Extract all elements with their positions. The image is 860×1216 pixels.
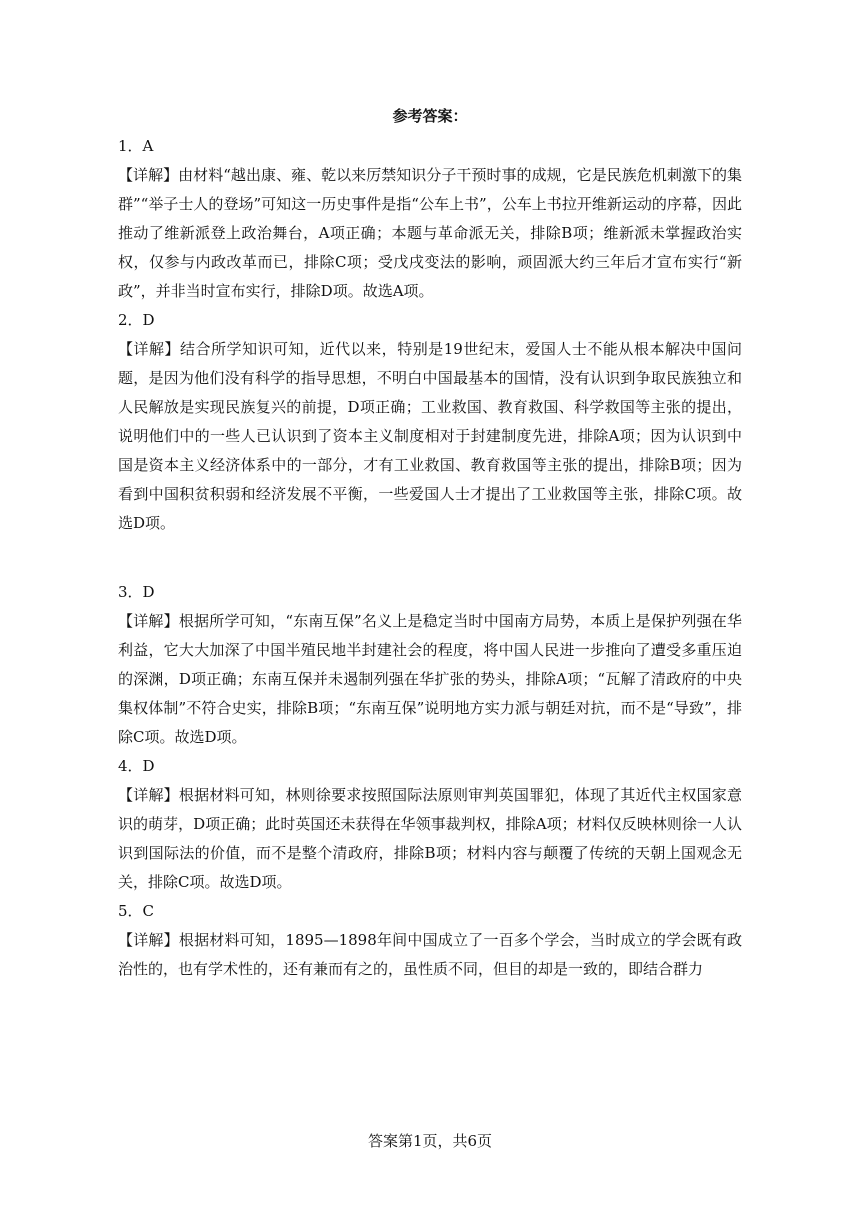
answer-item-3 (118, 578, 742, 752)
answer-number: 3．D (118, 583, 155, 601)
answer-item-5 (118, 897, 742, 984)
spacer (118, 538, 742, 578)
answer-detail: 【详解】根据材料可知，1895—1898年间中国成立了一百多个学会，当时成立的学会既有政治性的，也有学术性的，还有兼而有之的，虽性质不同，但目的却是一致的，即结合群力 (118, 931, 742, 978)
answer-number: 5．C (118, 902, 155, 920)
answer-detail: 【详解】结合所学知识可知，近代以来，特别是19世纪末，爱国人士不能从根本解决中国问题，是因为他们没有科学的指导思想，不明白中国最基本的国情，没有认识到争取民族独立和人民解放是实现民族复兴的前提，D项正确；工业救国、教育救国、科学救国等主张的提出，说明他们中的一些人已认识到了资本主义制度相对于封建制度先进，排除A项；因为认识到中国是资本主义经济体系中的一部分，才有工业救国、教育救国等主张的提出，排除B项；因为看到中国积贫积弱和经济发展不平衡，一些爱国人士才提出了工业救国等主张，排除C项。故选D项。 (118, 340, 742, 532)
answer-number: 2．D (118, 311, 155, 329)
answer-detail: 【详解】根据材料可知，林则徐要求按照国际法原则审判英国罪犯，体现了其近代主权国家意识的萌芽，D项正确；此时英国还未获得在华领事裁判权，排除A项；材料仅反映林则徐一人认识到国际法的价值，而不是整个清政府，排除B项；材料内容与颠覆了传统的天朝上国观念无关，排除C项。故选D项。 (118, 786, 742, 891)
answer-detail: 【详解】由材料“越出康、雍、乾以来厉禁知识分子干预时事的成规，它是民族危机刺激下的集群”“举子士人的登场”可知这一历史事件是指“公车上书”，公车上书拉开维新运动的序幕，因此推动了维新派登上政治舞台，A项正确；本题与革命派无关，排除B项；维新派未掌握政治实权，仅参与内政改革而已，排除C项；受戊戌变法的影响，顽固派大约三年后才宣布实行“新政”，并非当时宣布实行，排除D项。故选A项。 (118, 166, 742, 300)
answer-detail: 【详解】根据所学可知，“东南互保”名义上是稳定当时中国南方局势，本质上是保护列强在华利益，它大大加深了中国半殖民地半封建社会的程度，将中国人民进一步推向了遭受多重压迫的深渊，D项正确；东南互保并未遏制列强在华扩张的势头，排除A项；“瓦解了清政府的中央集权体制”不符合史实，排除B项；“东南互保”说明地方实力派与朝廷对抗，而不是“导致”，排除C项。故选D项。 (118, 612, 742, 746)
answer-item-2 (118, 306, 742, 538)
answer-number: 1．A (118, 137, 154, 155)
answer-number: 4．D (118, 757, 155, 775)
page-title: 参考答案： (392, 107, 468, 125)
page-footer: 答案第1页，共6页 (367, 1132, 493, 1150)
answer-list (118, 132, 742, 984)
answer-item-1 (118, 132, 742, 306)
answer-item-4 (118, 752, 742, 897)
